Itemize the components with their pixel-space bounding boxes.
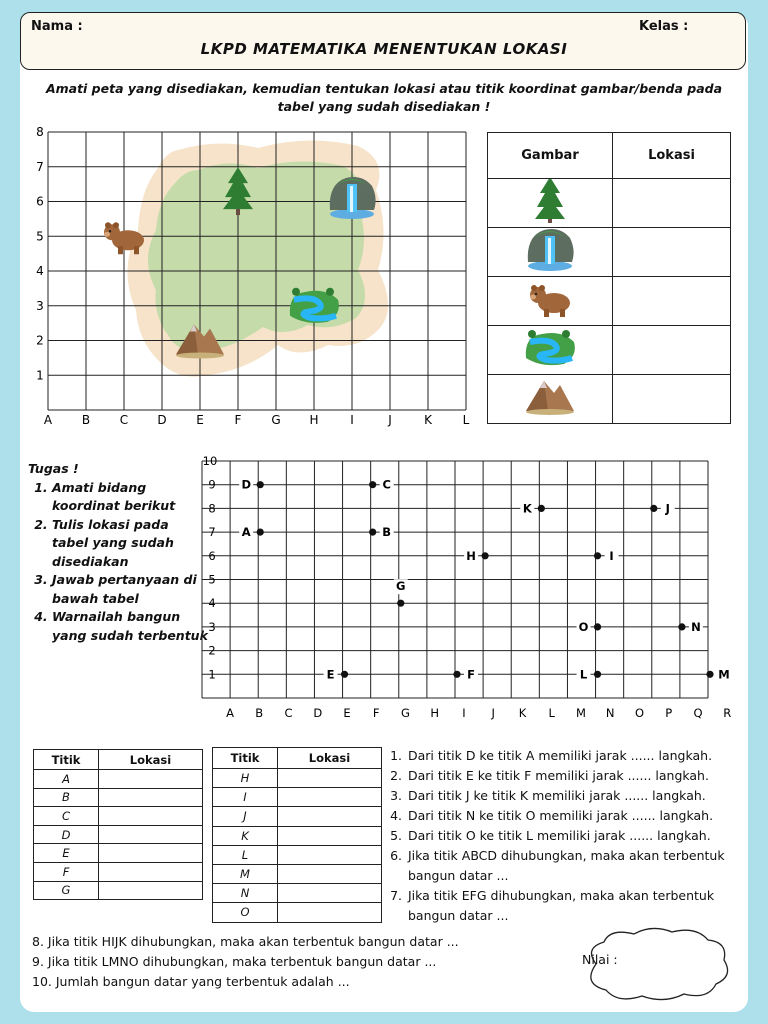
titik-row: [213, 807, 382, 826]
grid-x-label: E: [343, 706, 351, 720]
titik-cell: D: [34, 825, 99, 844]
header-box: [20, 12, 746, 70]
titik-header: Titik: [213, 748, 278, 769]
point-j: [650, 505, 657, 512]
point-l: [594, 671, 601, 678]
point-i: [594, 552, 601, 559]
point-label-l: L: [579, 667, 588, 682]
location-row: [488, 228, 731, 277]
lokasi-answer-cell[interactable]: [278, 864, 382, 883]
titik-cell: L: [213, 845, 278, 864]
lokasi-answer-cell[interactable]: [99, 862, 203, 881]
lokasi-header: Lokasi: [278, 748, 382, 769]
titik-cell: H: [213, 769, 278, 788]
titik-row: [34, 881, 203, 900]
picture-cell: [488, 375, 613, 424]
titik-row: [34, 807, 203, 826]
point-label-a: A: [241, 525, 251, 540]
titik-row: [213, 845, 382, 864]
point-c: [369, 481, 376, 488]
titik-row: [213, 884, 382, 903]
lokasi-answer-cell[interactable]: [278, 826, 382, 845]
map-x-label: C: [119, 413, 129, 427]
grid-x-label: R: [723, 706, 732, 720]
lokasi-answer-cell[interactable]: [278, 807, 382, 826]
map-x-label: L: [462, 413, 470, 427]
map-x-label: F: [234, 413, 242, 427]
point-label-o: O: [578, 619, 589, 634]
gambar-header: Gambar: [488, 133, 613, 179]
point-label-j: J: [665, 501, 670, 516]
grid-y-label: 10: [202, 454, 218, 468]
grid-x-label: A: [226, 706, 234, 720]
titik-cell: B: [34, 788, 99, 807]
titik-header: Titik: [34, 750, 99, 770]
titik-row: [213, 864, 382, 883]
grid-y-label: 5: [208, 572, 216, 587]
lokasi-answer-cell[interactable]: [99, 807, 203, 826]
map-x-label: I: [350, 413, 354, 427]
location-answer-cell[interactable]: [613, 179, 731, 228]
lokasi-answer-cell[interactable]: [278, 884, 382, 903]
question-2: 2. Dari titik E ke titik F memiliki jarak ...... langkah.: [406, 766, 742, 786]
point-label-i: I: [609, 548, 614, 563]
grid-x-label: G: [401, 706, 410, 720]
point-a: [257, 529, 264, 536]
titik-cell: M: [213, 864, 278, 883]
grid-x-label: J: [491, 706, 495, 720]
map-y-label: 3: [36, 298, 44, 313]
waterfall-icon: [520, 228, 580, 272]
grid-y-label: 1: [208, 667, 216, 682]
question-8: 8. Jika titik HIJK dihubungkan, maka akan terbentuk bangun datar ...: [32, 934, 459, 949]
grid-x-label: Q: [693, 706, 703, 720]
point-label-n: N: [691, 619, 701, 634]
grid-x-label: I: [462, 706, 466, 720]
titik-cell: J: [213, 807, 278, 826]
map-x-label: J: [388, 413, 392, 427]
grid-x-label: B: [255, 706, 264, 720]
titik-table-1: [33, 749, 203, 900]
titik-cell: E: [34, 844, 99, 863]
location-row: [488, 375, 731, 424]
task-item: 4. Warnailah bangun yang sudah terbentuk: [52, 608, 208, 645]
map-y-label: 4: [36, 264, 44, 278]
titik-cell: A: [34, 770, 99, 789]
titik-cell: O: [213, 903, 278, 922]
treasure-map: [28, 120, 478, 432]
question-10: 10. Jumlah bangun datar yang terbentuk adalah ...: [32, 974, 350, 989]
point-o: [594, 623, 601, 630]
point-n: [678, 623, 685, 630]
grid-y-label: 6: [208, 548, 216, 563]
lokasi-answer-cell[interactable]: [278, 788, 382, 807]
titik-row: [34, 770, 203, 789]
map-y-label: 7: [36, 159, 44, 174]
point-label-m: M: [718, 667, 730, 682]
map-x-label: B: [81, 413, 91, 427]
map-x-label: K: [424, 413, 432, 427]
map-y-label: 6: [36, 194, 44, 209]
point-label-b: B: [382, 525, 392, 540]
grid-y-label: 9: [208, 477, 216, 492]
location-row: [488, 277, 731, 326]
grid-x-label: O: [634, 706, 645, 720]
bear-icon: [520, 277, 580, 321]
lokasi-header: Lokasi: [613, 133, 731, 179]
lokasi-answer-cell[interactable]: [99, 825, 203, 844]
point-d: [257, 481, 264, 488]
titik-cell: C: [34, 807, 99, 826]
score-label: Nilai :: [582, 952, 618, 967]
lokasi-answer-cell[interactable]: [278, 845, 382, 864]
question-4: 4. Dari titik N ke titik O memiliki jarak ...... langkah.: [406, 806, 742, 826]
map-x-label: A: [43, 413, 53, 427]
location-row: [488, 326, 731, 375]
task-title: Tugas !: [28, 461, 79, 476]
point-k: [538, 505, 545, 512]
location-answer-cell[interactable]: [613, 375, 731, 424]
map-y-label: 2: [36, 333, 44, 348]
river-icon: [290, 288, 339, 323]
map-y-label: 5: [36, 229, 44, 244]
titik-row: [213, 826, 382, 845]
titik-cell: K: [213, 826, 278, 845]
grid-y-label: 3: [208, 619, 216, 634]
titik-row: [34, 825, 203, 844]
point-label-c: C: [382, 477, 391, 492]
location-answer-cell[interactable]: [613, 326, 731, 375]
point-label-k: K: [522, 501, 532, 516]
grid-x-label: L: [548, 706, 555, 720]
titik-row: [213, 788, 382, 807]
titik-row: [34, 862, 203, 881]
picture-cell: [488, 179, 613, 228]
question-5: 5. Dari titik O ke titik L memiliki jarak ...... langkah.: [406, 826, 742, 846]
page-title: LKPD MATEMATIKA MENENTUKAN LOKASI: [200, 40, 568, 58]
lokasi-answer-cell[interactable]: [99, 788, 203, 807]
map-x-label: E: [196, 413, 204, 427]
task-list: [28, 460, 208, 645]
question-1: 1. Dari titik D ke titik A memiliki jarak ...... langkah.: [406, 746, 742, 766]
point-label-e: E: [326, 667, 335, 682]
map-x-label: H: [309, 413, 319, 427]
grid-x-label: N: [605, 706, 615, 720]
questions-right: [392, 746, 742, 926]
coordinate-grid: [196, 450, 746, 725]
lokasi-answer-cell[interactable]: [99, 844, 203, 863]
grid-y-label: 4: [208, 596, 216, 611]
pine-tree-icon: [520, 179, 580, 223]
point-label-h: H: [466, 548, 476, 563]
grid-y-label: 8: [208, 501, 216, 516]
grid-y-label: 7: [208, 525, 216, 540]
question-3: 3. Dari titik J ke titik K memiliki jarak ...... langkah.: [406, 786, 742, 806]
task-item: 3. Jawab pertanyaan di bawah tabel: [52, 571, 208, 608]
score-box: [576, 924, 736, 1002]
titik-cell: F: [34, 862, 99, 881]
grid-x-label: M: [576, 706, 586, 720]
map-y-label: 1: [36, 368, 44, 383]
grid-y-label: 2: [208, 643, 216, 658]
location-row: [488, 179, 731, 228]
titik-row: [213, 903, 382, 922]
picture-location-table: [487, 132, 731, 424]
question-9: 9. Jika titik LMNO dihubungkan, maka terbentuk bangun datar ...: [32, 954, 437, 969]
titik-row: [213, 769, 382, 788]
question-7: 7. Jika titik EFG dihubungkan, maka akan terbentuk bangun datar ...: [406, 886, 742, 926]
titik-cell: N: [213, 884, 278, 903]
lokasi-answer-cell[interactable]: [278, 903, 382, 922]
question-6: 6. Jika titik ABCD dihubungkan, maka akan terbentuk bangun datar ...: [406, 846, 742, 886]
island-grass: [148, 161, 365, 351]
lokasi-header: Lokasi: [99, 750, 203, 770]
picture-cell: [488, 277, 613, 326]
point-g: [397, 600, 404, 607]
lokasi-answer-cell[interactable]: [99, 881, 203, 900]
nama-label: Nama :: [31, 19, 83, 34]
lokasi-answer-cell[interactable]: [99, 770, 203, 789]
mountain-icon: [520, 375, 580, 419]
point-label-f: F: [467, 667, 475, 682]
location-answer-cell[interactable]: [613, 228, 731, 277]
grid-x-label: C: [284, 706, 293, 720]
grid-x-label: D: [313, 706, 323, 720]
picture-cell: [488, 228, 613, 277]
task-item: 2. Tulis lokasi pada tabel yang sudah disediakan: [52, 516, 208, 572]
point-label-d: D: [241, 477, 251, 492]
map-x-label: D: [157, 413, 167, 427]
titik-table-2: [212, 747, 382, 923]
point-e: [341, 671, 348, 678]
picture-cell: [488, 326, 613, 375]
instruction-text: Amati peta yang disediakan, kemudian tentukan lokasi atau titik koordinat gambar/benda pada tabel yang sudah disediakan !: [45, 81, 723, 114]
grid-x-label: F: [372, 706, 380, 720]
river-icon: [520, 326, 580, 370]
kelas-label: Kelas :: [639, 19, 689, 34]
point-b: [369, 529, 376, 536]
location-answer-cell[interactable]: [613, 277, 731, 326]
point-label-g: G: [396, 579, 406, 594]
titik-row: [34, 844, 203, 863]
task-item: 1. Amati bidang koordinat berikut: [52, 479, 208, 516]
point-h: [482, 552, 489, 559]
point-m: [706, 671, 713, 678]
point-f: [453, 671, 460, 678]
titik-cell: G: [34, 881, 99, 900]
map-y-label: 8: [36, 125, 44, 139]
titik-row: [34, 788, 203, 807]
grid-x-label: H: [430, 706, 440, 720]
grid-x-label: P: [665, 706, 673, 720]
questions-bottom: [32, 932, 552, 992]
titik-cell: I: [213, 788, 278, 807]
grid-x-label: K: [518, 706, 527, 720]
map-x-label: G: [271, 413, 281, 427]
lokasi-answer-cell[interactable]: [278, 769, 382, 788]
